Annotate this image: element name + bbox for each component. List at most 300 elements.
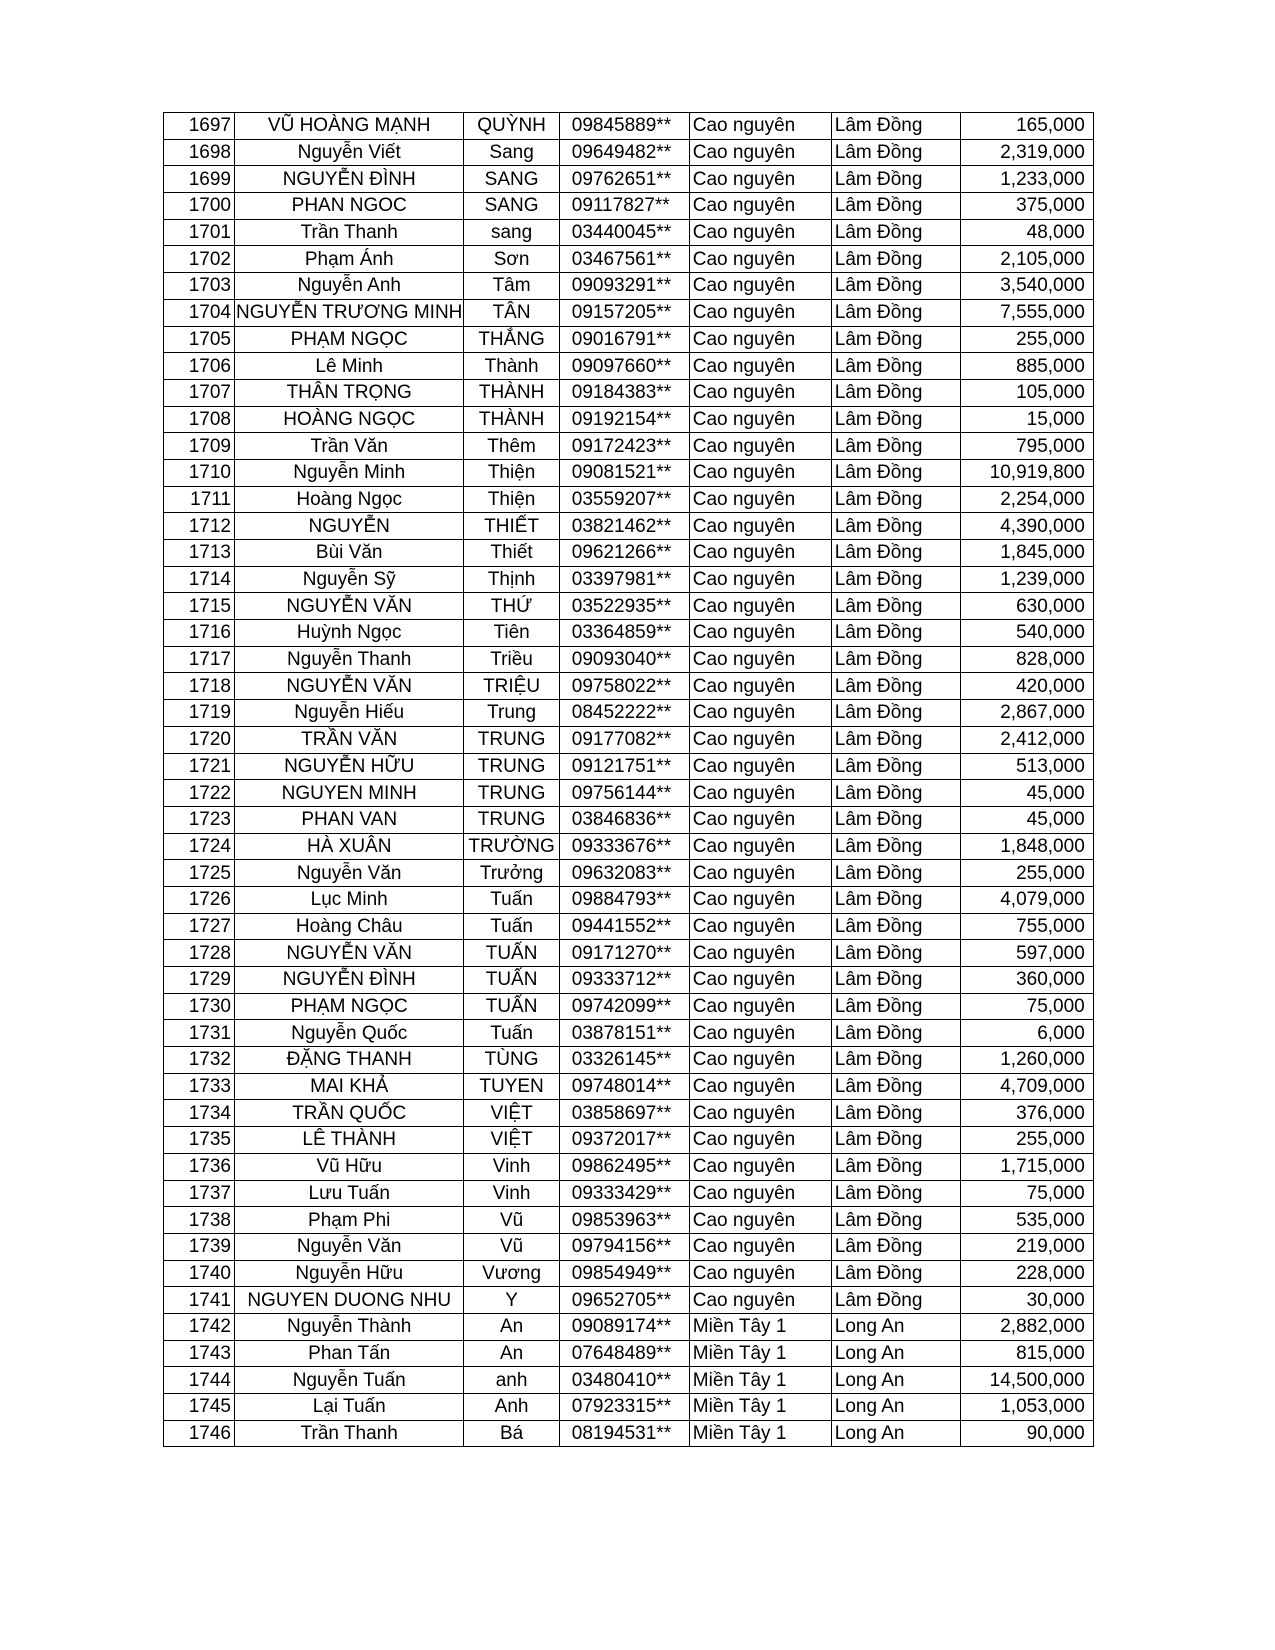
province-cell: Lâm Đồng — [831, 780, 960, 807]
family-middle-name-cell: Hoàng Châu — [235, 913, 464, 940]
table-row — [164, 1153, 1094, 1180]
region-cell: Cao nguyên — [689, 593, 831, 620]
family-middle-name-cell: Hoàng Ngọc — [235, 486, 464, 513]
row-number-cell: 1737 — [164, 1180, 235, 1207]
family-middle-name-cell: Lại Tuấn — [235, 1394, 464, 1421]
amount-cell: 1,845,000 — [960, 540, 1093, 567]
amount-cell: 2,867,000 — [960, 700, 1093, 727]
given-name-cell: Y — [464, 1287, 559, 1314]
row-number-cell: 1736 — [164, 1153, 235, 1180]
row-number-cell: 1710 — [164, 459, 235, 486]
given-name-cell: TUẤN — [464, 993, 559, 1020]
amount-cell: 2,105,000 — [960, 246, 1093, 273]
amount-cell: 540,000 — [960, 620, 1093, 647]
region-cell: Cao nguyên — [689, 726, 831, 753]
region-cell: Cao nguyên — [689, 219, 831, 246]
province-cell: Lâm Đồng — [831, 433, 960, 460]
amount-cell: 375,000 — [960, 193, 1093, 220]
family-middle-name-cell: Nguyễn Tuấn — [235, 1367, 464, 1394]
table-row — [164, 486, 1094, 513]
family-middle-name-cell: PHẠM NGỌC — [235, 326, 464, 353]
region-cell: Cao nguyên — [689, 833, 831, 860]
province-cell: Long An — [831, 1340, 960, 1367]
province-cell: Lâm Đồng — [831, 700, 960, 727]
province-cell: Lâm Đồng — [831, 833, 960, 860]
amount-cell: 420,000 — [960, 673, 1093, 700]
given-name-cell: Thêm — [464, 433, 559, 460]
given-name-cell: sang — [464, 219, 559, 246]
amount-cell: 513,000 — [960, 753, 1093, 780]
row-number-cell: 1711 — [164, 486, 235, 513]
family-middle-name-cell: NGUYỄN ĐÌNH — [235, 967, 464, 994]
amount-cell: 105,000 — [960, 379, 1093, 406]
amount-cell: 30,000 — [960, 1287, 1093, 1314]
phone-number-cell: 09333429** — [559, 1180, 689, 1207]
region-cell: Cao nguyên — [689, 1153, 831, 1180]
phone-number-cell: 09862495** — [559, 1153, 689, 1180]
family-middle-name-cell: MAI KHẢ — [235, 1073, 464, 1100]
family-middle-name-cell: NGUYỄN — [235, 513, 464, 540]
row-number-cell: 1738 — [164, 1207, 235, 1234]
row-number-cell: 1733 — [164, 1073, 235, 1100]
amount-cell: 75,000 — [960, 1180, 1093, 1207]
given-name-cell: Sang — [464, 139, 559, 166]
phone-number-cell: 09097660** — [559, 353, 689, 380]
given-name-cell: Tuấn — [464, 1020, 559, 1047]
family-middle-name-cell: Huỳnh Ngọc — [235, 620, 464, 647]
given-name-cell: SANG — [464, 193, 559, 220]
table-row — [164, 1420, 1094, 1447]
row-number-cell: 1721 — [164, 753, 235, 780]
amount-cell: 228,000 — [960, 1260, 1093, 1287]
province-cell: Lâm Đồng — [831, 1260, 960, 1287]
province-cell: Lâm Đồng — [831, 646, 960, 673]
region-cell: Cao nguyên — [689, 113, 831, 140]
row-number-cell: 1706 — [164, 353, 235, 380]
family-middle-name-cell: Phạm Phi — [235, 1207, 464, 1234]
table-row — [164, 993, 1094, 1020]
given-name-cell: TRIỆU — [464, 673, 559, 700]
phone-number-cell: 09177082** — [559, 726, 689, 753]
phone-number-cell: 09758022** — [559, 673, 689, 700]
given-name-cell: anh — [464, 1367, 559, 1394]
row-number-cell: 1723 — [164, 806, 235, 833]
row-number-cell: 1722 — [164, 780, 235, 807]
given-name-cell: Tâm — [464, 273, 559, 300]
phone-number-cell: 09845889** — [559, 113, 689, 140]
table-row — [164, 780, 1094, 807]
table-row — [164, 1180, 1094, 1207]
region-cell: Cao nguyên — [689, 673, 831, 700]
phone-number-cell: 09853963** — [559, 1207, 689, 1234]
table-row — [164, 1287, 1094, 1314]
row-number-cell: 1742 — [164, 1313, 235, 1340]
family-middle-name-cell: Nguyễn Thành — [235, 1313, 464, 1340]
given-name-cell: TUYEN — [464, 1073, 559, 1100]
table-row — [164, 1100, 1094, 1127]
family-middle-name-cell: Nguyễn Anh — [235, 273, 464, 300]
family-middle-name-cell: THÂN TRỌNG — [235, 379, 464, 406]
family-middle-name-cell: Lê Minh — [235, 353, 464, 380]
table-row — [164, 1394, 1094, 1421]
table-row — [164, 1047, 1094, 1074]
table-row — [164, 406, 1094, 433]
amount-cell: 2,319,000 — [960, 139, 1093, 166]
family-middle-name-cell: Phan Tấn — [235, 1340, 464, 1367]
row-number-cell: 1714 — [164, 566, 235, 593]
table-row — [164, 246, 1094, 273]
row-number-cell: 1712 — [164, 513, 235, 540]
province-cell: Lâm Đồng — [831, 299, 960, 326]
phone-number-cell: 03364859** — [559, 620, 689, 647]
province-cell: Long An — [831, 1420, 960, 1447]
phone-number-cell: 09649482** — [559, 139, 689, 166]
phone-number-cell: 09171270** — [559, 940, 689, 967]
province-cell: Lâm Đồng — [831, 1020, 960, 1047]
region-cell: Cao nguyên — [689, 620, 831, 647]
given-name-cell: TRUNG — [464, 780, 559, 807]
family-middle-name-cell: Nguyễn Văn — [235, 1233, 464, 1260]
table-row — [164, 379, 1094, 406]
row-number-cell: 1735 — [164, 1127, 235, 1154]
phone-number-cell: 03858697** — [559, 1100, 689, 1127]
phone-number-cell: 09854949** — [559, 1260, 689, 1287]
row-number-cell: 1731 — [164, 1020, 235, 1047]
phone-number-cell: 09117827** — [559, 193, 689, 220]
region-cell: Miền Tây 1 — [689, 1367, 831, 1394]
given-name-cell: Tiên — [464, 620, 559, 647]
family-middle-name-cell: Nguyễn Văn — [235, 860, 464, 887]
amount-cell: 4,390,000 — [960, 513, 1093, 540]
province-cell: Lâm Đồng — [831, 753, 960, 780]
phone-number-cell: 09333676** — [559, 833, 689, 860]
amount-cell: 255,000 — [960, 1127, 1093, 1154]
phone-number-cell: 03440045** — [559, 219, 689, 246]
province-cell: Lâm Đồng — [831, 620, 960, 647]
given-name-cell: Thành — [464, 353, 559, 380]
row-number-cell: 1739 — [164, 1233, 235, 1260]
province-cell: Lâm Đồng — [831, 513, 960, 540]
family-middle-name-cell: Nguyễn Viết — [235, 139, 464, 166]
region-cell: Miền Tây 1 — [689, 1420, 831, 1447]
phone-number-cell: 09093040** — [559, 646, 689, 673]
table-row — [164, 1340, 1094, 1367]
given-name-cell: THÀNH — [464, 379, 559, 406]
row-number-cell: 1716 — [164, 620, 235, 647]
region-cell: Cao nguyên — [689, 406, 831, 433]
phone-number-cell: 09632083** — [559, 860, 689, 887]
table-row — [164, 913, 1094, 940]
family-middle-name-cell: Vũ Hữu — [235, 1153, 464, 1180]
amount-cell: 4,079,000 — [960, 886, 1093, 913]
phone-number-cell: 09756144** — [559, 780, 689, 807]
amount-cell: 1,239,000 — [960, 566, 1093, 593]
province-cell: Lâm Đồng — [831, 593, 960, 620]
phone-number-cell: 09884793** — [559, 886, 689, 913]
phone-number-cell: 09748014** — [559, 1073, 689, 1100]
province-cell: Lâm Đồng — [831, 1047, 960, 1074]
table-row — [164, 860, 1094, 887]
family-middle-name-cell: Trần Thanh — [235, 1420, 464, 1447]
province-cell: Lâm Đồng — [831, 993, 960, 1020]
family-middle-name-cell: NGUYỄN TRƯƠNG MINH — [235, 299, 464, 326]
region-cell: Cao nguyên — [689, 566, 831, 593]
table-row — [164, 273, 1094, 300]
row-number-cell: 1703 — [164, 273, 235, 300]
amount-cell: 2,254,000 — [960, 486, 1093, 513]
amount-cell: 1,053,000 — [960, 1394, 1093, 1421]
province-cell: Lâm Đồng — [831, 673, 960, 700]
family-middle-name-cell: Trần Văn — [235, 433, 464, 460]
family-middle-name-cell: Nguyễn Minh — [235, 459, 464, 486]
row-number-cell: 1713 — [164, 540, 235, 567]
province-cell: Lâm Đồng — [831, 219, 960, 246]
given-name-cell: Anh — [464, 1394, 559, 1421]
row-number-cell: 1698 — [164, 139, 235, 166]
region-cell: Cao nguyên — [689, 700, 831, 727]
table-row — [164, 139, 1094, 166]
amount-cell: 6,000 — [960, 1020, 1093, 1047]
table-row — [164, 593, 1094, 620]
family-middle-name-cell: HÀ XUÂN — [235, 833, 464, 860]
row-number-cell: 1729 — [164, 967, 235, 994]
amount-cell: 14,500,000 — [960, 1367, 1093, 1394]
province-cell: Lâm Đồng — [831, 940, 960, 967]
row-number-cell: 1715 — [164, 593, 235, 620]
amount-cell: 885,000 — [960, 353, 1093, 380]
given-name-cell: Thiết — [464, 540, 559, 567]
table-row — [164, 886, 1094, 913]
phone-number-cell: 03878151** — [559, 1020, 689, 1047]
given-name-cell: Tuấn — [464, 886, 559, 913]
province-cell: Lâm Đồng — [831, 379, 960, 406]
amount-cell: 1,715,000 — [960, 1153, 1093, 1180]
region-cell: Cao nguyên — [689, 486, 831, 513]
table-row — [164, 433, 1094, 460]
table-row — [164, 566, 1094, 593]
region-cell: Cao nguyên — [689, 273, 831, 300]
province-cell: Lâm Đồng — [831, 193, 960, 220]
region-cell: Miền Tây 1 — [689, 1340, 831, 1367]
amount-cell: 535,000 — [960, 1207, 1093, 1234]
given-name-cell: THỨ — [464, 593, 559, 620]
family-middle-name-cell: Trần Thanh — [235, 219, 464, 246]
table-row — [164, 833, 1094, 860]
given-name-cell: TRUNG — [464, 726, 559, 753]
province-cell: Lâm Đồng — [831, 139, 960, 166]
row-number-cell: 1718 — [164, 673, 235, 700]
given-name-cell: TRUNG — [464, 753, 559, 780]
amount-cell: 255,000 — [960, 860, 1093, 887]
amount-cell: 376,000 — [960, 1100, 1093, 1127]
row-number-cell: 1730 — [164, 993, 235, 1020]
family-middle-name-cell: LÊ THÀNH — [235, 1127, 464, 1154]
region-cell: Cao nguyên — [689, 459, 831, 486]
table-row — [164, 540, 1094, 567]
province-cell: Lâm Đồng — [831, 1233, 960, 1260]
row-number-cell: 1724 — [164, 833, 235, 860]
amount-cell: 219,000 — [960, 1233, 1093, 1260]
phone-number-cell: 03821462** — [559, 513, 689, 540]
amount-cell: 15,000 — [960, 406, 1093, 433]
family-middle-name-cell: Nguyễn Thanh — [235, 646, 464, 673]
region-cell: Cao nguyên — [689, 646, 831, 673]
amount-cell: 2,412,000 — [960, 726, 1093, 753]
given-name-cell: QUỲNH — [464, 113, 559, 140]
phone-number-cell: 08194531** — [559, 1420, 689, 1447]
family-middle-name-cell: NGUYỄN VĂN — [235, 593, 464, 620]
phone-number-cell: 09089174** — [559, 1313, 689, 1340]
amount-cell: 48,000 — [960, 219, 1093, 246]
region-cell: Cao nguyên — [689, 886, 831, 913]
amount-cell: 3,540,000 — [960, 273, 1093, 300]
phone-number-cell: 08452222** — [559, 700, 689, 727]
given-name-cell: THẮNG — [464, 326, 559, 353]
amount-cell: 1,848,000 — [960, 833, 1093, 860]
table-row — [164, 700, 1094, 727]
table-row — [164, 513, 1094, 540]
amount-cell: 90,000 — [960, 1420, 1093, 1447]
row-number-cell: 1732 — [164, 1047, 235, 1074]
phone-number-cell: 03846836** — [559, 806, 689, 833]
given-name-cell: Vũ — [464, 1207, 559, 1234]
region-cell: Cao nguyên — [689, 1127, 831, 1154]
row-number-cell: 1725 — [164, 860, 235, 887]
given-name-cell: Thiện — [464, 459, 559, 486]
province-cell: Lâm Đồng — [831, 246, 960, 273]
region-cell: Cao nguyên — [689, 379, 831, 406]
table-row — [164, 299, 1094, 326]
table-row — [164, 1260, 1094, 1287]
province-cell: Lâm Đồng — [831, 860, 960, 887]
amount-cell: 795,000 — [960, 433, 1093, 460]
family-middle-name-cell: VŨ HOÀNG MẠNH — [235, 113, 464, 140]
family-middle-name-cell: Nguyễn Hữu — [235, 1260, 464, 1287]
table-row — [164, 1073, 1094, 1100]
province-cell: Lâm Đồng — [831, 566, 960, 593]
table-row — [164, 166, 1094, 193]
row-number-cell: 1705 — [164, 326, 235, 353]
table-row — [164, 193, 1094, 220]
family-middle-name-cell: ĐẶNG THANH — [235, 1047, 464, 1074]
region-cell: Cao nguyên — [689, 433, 831, 460]
table-row — [164, 459, 1094, 486]
row-number-cell: 1746 — [164, 1420, 235, 1447]
table-row — [164, 1020, 1094, 1047]
province-cell: Lâm Đồng — [831, 166, 960, 193]
given-name-cell: Vinh — [464, 1180, 559, 1207]
region-cell: Cao nguyên — [689, 1047, 831, 1074]
phone-number-cell: 03397981** — [559, 566, 689, 593]
row-number-cell: 1702 — [164, 246, 235, 273]
province-cell: Lâm Đồng — [831, 1153, 960, 1180]
family-middle-name-cell: PHẠM NGỌC — [235, 993, 464, 1020]
region-cell: Miền Tây 1 — [689, 1394, 831, 1421]
amount-cell: 630,000 — [960, 593, 1093, 620]
given-name-cell: THIẾT — [464, 513, 559, 540]
region-cell: Cao nguyên — [689, 513, 831, 540]
table-row — [164, 326, 1094, 353]
province-cell: Lâm Đồng — [831, 113, 960, 140]
province-cell: Lâm Đồng — [831, 886, 960, 913]
given-name-cell: TUẤN — [464, 940, 559, 967]
family-middle-name-cell: PHAN VAN — [235, 806, 464, 833]
amount-cell: 1,260,000 — [960, 1047, 1093, 1074]
given-name-cell: Sơn — [464, 246, 559, 273]
region-cell: Cao nguyên — [689, 1287, 831, 1314]
amount-cell: 75,000 — [960, 993, 1093, 1020]
region-cell: Cao nguyên — [689, 940, 831, 967]
province-cell: Lâm Đồng — [831, 540, 960, 567]
table-row — [164, 967, 1094, 994]
family-middle-name-cell: PHAN NGOC — [235, 193, 464, 220]
given-name-cell: Trung — [464, 700, 559, 727]
phone-number-cell: 03326145** — [559, 1047, 689, 1074]
province-cell: Lâm Đồng — [831, 806, 960, 833]
table-row — [164, 1127, 1094, 1154]
family-middle-name-cell: TRẦN QUỐC — [235, 1100, 464, 1127]
given-name-cell: Tuấn — [464, 913, 559, 940]
family-middle-name-cell: HOÀNG NGỌC — [235, 406, 464, 433]
phone-number-cell: 07923315** — [559, 1394, 689, 1421]
row-number-cell: 1697 — [164, 113, 235, 140]
amount-cell: 360,000 — [960, 967, 1093, 994]
province-cell: Lâm Đồng — [831, 1287, 960, 1314]
row-number-cell: 1726 — [164, 886, 235, 913]
region-cell: Cao nguyên — [689, 1020, 831, 1047]
given-name-cell: Vinh — [464, 1153, 559, 1180]
amount-cell: 2,882,000 — [960, 1313, 1093, 1340]
phone-number-cell: 09333712** — [559, 967, 689, 994]
amount-cell: 4,709,000 — [960, 1073, 1093, 1100]
amount-cell: 165,000 — [960, 113, 1093, 140]
records-table — [163, 112, 1094, 1447]
province-cell: Long An — [831, 1313, 960, 1340]
province-cell: Lâm Đồng — [831, 459, 960, 486]
province-cell: Lâm Đồng — [831, 726, 960, 753]
phone-number-cell: 03559207** — [559, 486, 689, 513]
family-middle-name-cell: NGUYỄN ĐÌNH — [235, 166, 464, 193]
phone-number-cell: 03467561** — [559, 246, 689, 273]
family-middle-name-cell: Lưu Tuấn — [235, 1180, 464, 1207]
phone-number-cell: 09081521** — [559, 459, 689, 486]
phone-number-cell: 09794156** — [559, 1233, 689, 1260]
region-cell: Cao nguyên — [689, 139, 831, 166]
region-cell: Miền Tây 1 — [689, 1313, 831, 1340]
region-cell: Cao nguyên — [689, 1233, 831, 1260]
family-middle-name-cell: NGUYỄN VĂN — [235, 673, 464, 700]
table-row — [164, 806, 1094, 833]
table-row — [164, 726, 1094, 753]
region-cell: Cao nguyên — [689, 1100, 831, 1127]
region-cell: Cao nguyên — [689, 967, 831, 994]
phone-number-cell: 09184383** — [559, 379, 689, 406]
row-number-cell: 1701 — [164, 219, 235, 246]
province-cell: Lâm Đồng — [831, 1207, 960, 1234]
region-cell: Cao nguyên — [689, 993, 831, 1020]
row-number-cell: 1728 — [164, 940, 235, 967]
province-cell: Lâm Đồng — [831, 967, 960, 994]
given-name-cell: TRUNG — [464, 806, 559, 833]
phone-number-cell: 09121751** — [559, 753, 689, 780]
given-name-cell: VIỆT — [464, 1100, 559, 1127]
amount-cell: 255,000 — [960, 326, 1093, 353]
amount-cell: 45,000 — [960, 780, 1093, 807]
given-name-cell: VIỆT — [464, 1127, 559, 1154]
given-name-cell: Vũ — [464, 1233, 559, 1260]
row-number-cell: 1709 — [164, 433, 235, 460]
region-cell: Cao nguyên — [689, 1073, 831, 1100]
